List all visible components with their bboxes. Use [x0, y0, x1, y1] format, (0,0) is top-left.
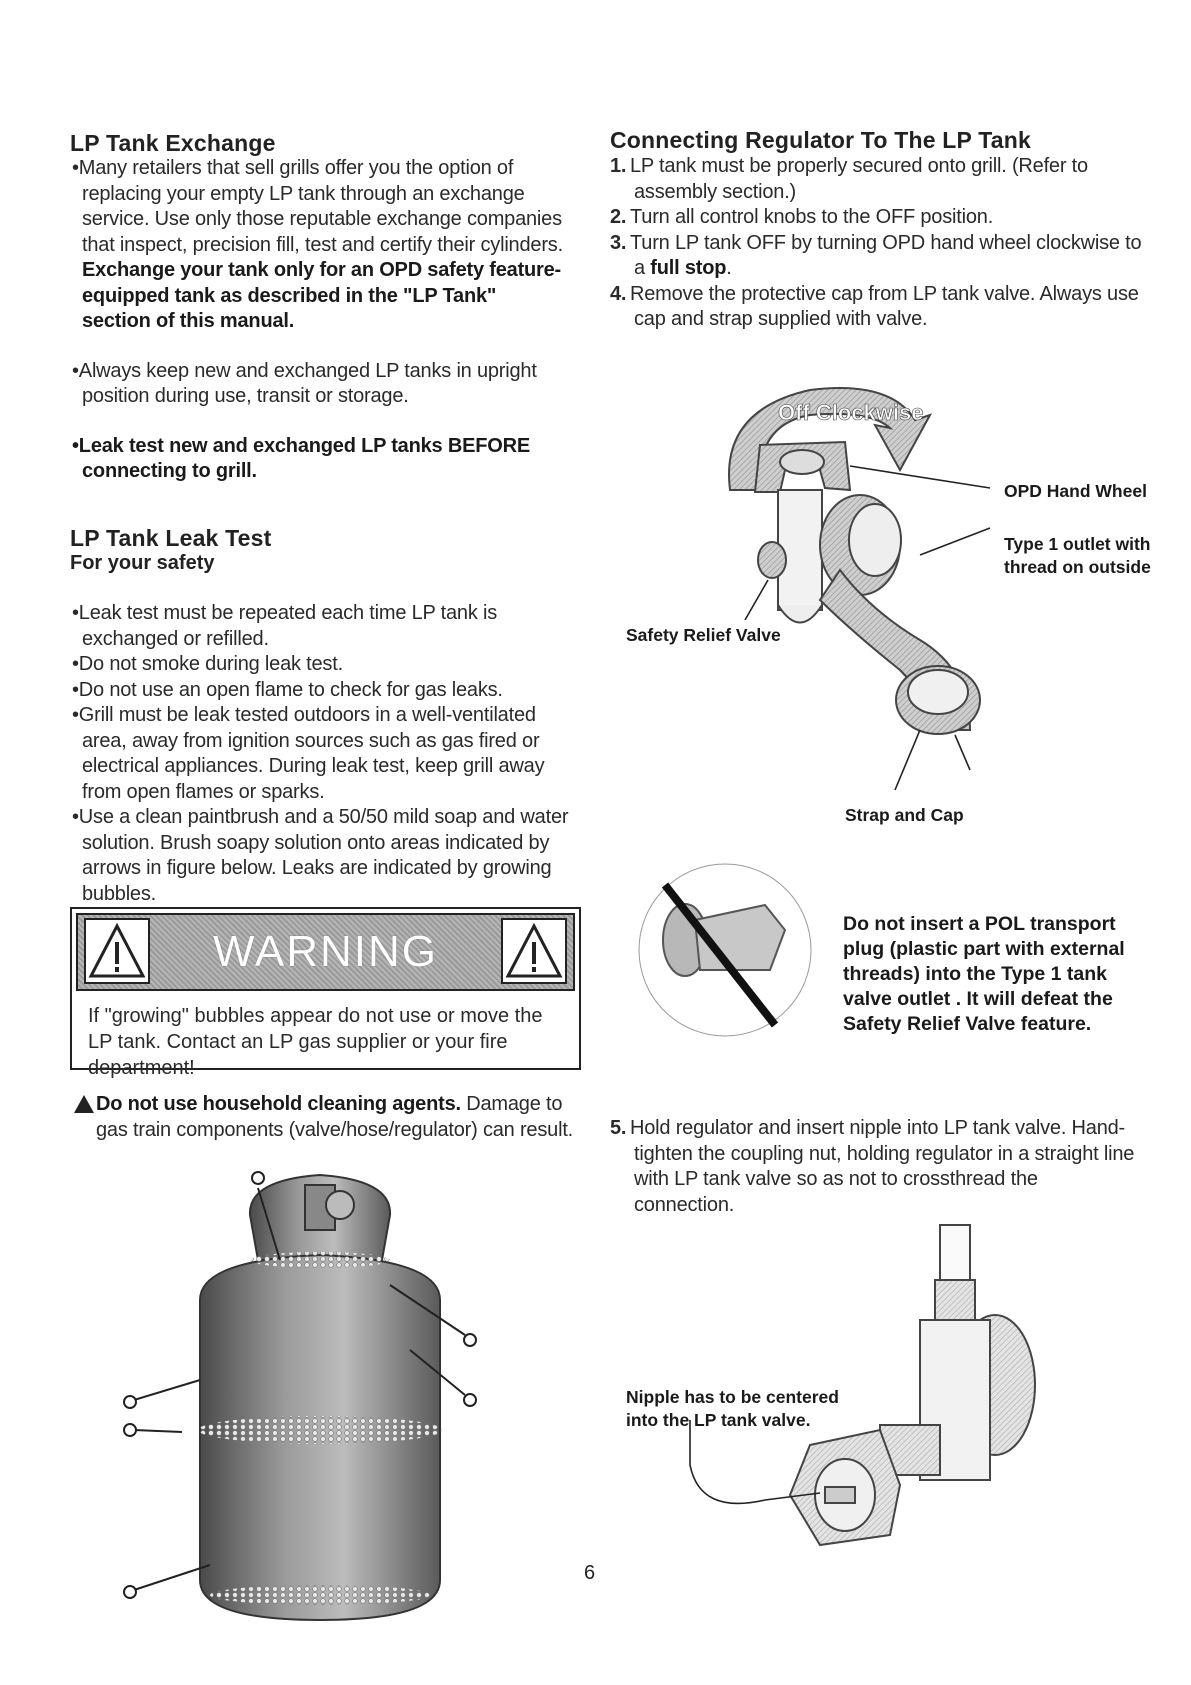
list-item: •Do not smoke during leak test.	[72, 653, 343, 675]
exchange-text: •Many retailers that sell grills offer you the option of replacing your empty LP tank through an exchange service. Use only those reputable exchange companies that inspect, precision fill, test and certify their cylinders.	[72, 157, 563, 256]
exchange-paragraph	[70, 156, 570, 335]
list-item: •Grill must be leak tested outdoors in a well-ventilated area, away from ignition sources such as gas fired or electrical appliances. During leak test, keep grill away from open flames or sparks.	[72, 704, 545, 803]
cleaning-text: Damage to gas train components (valve/hose/regulator) can result.	[96, 1093, 574, 1141]
warning-box	[70, 907, 581, 1079]
off-clockwise-text: Off Clockwise	[778, 400, 924, 425]
step-5	[610, 1116, 1140, 1218]
warning-triangle-icon	[84, 918, 150, 984]
warning-bar	[76, 913, 575, 991]
step-number: 5.	[610, 1117, 627, 1139]
pol-warning-text: Do not insert a POL transport plug (plastic part with external threads) into the Type 1 tank valve outlet . It will defeat the Safety Relief Valve feature.	[843, 913, 1125, 1035]
leak-test-before-paragraph: •Leak test new and exchanged LP tanks BEFORE connecting to grill.	[72, 434, 530, 482]
step-text: Turn LP tank OFF by turning OPD hand wheel clockwise to a	[630, 231, 1142, 279]
strap-and-cap-label: Strap and Cap	[845, 805, 964, 825]
cleaning-agents-note	[96, 1092, 576, 1143]
list-item: •Use a clean paintbrush and a 50/50 mild soap and water solution. Brush soapy solution onto areas indicated by arrows in figure below. Leaks are indicated by growing bubbles.	[72, 806, 569, 905]
lp-tank-leak-test-heading: LP Tank Leak Test	[70, 525, 272, 551]
upright-paragraph: •Always keep new and exchanged LP tanks in upright position during use, transit or storage.	[72, 359, 537, 407]
warning-word: WARNING	[212, 927, 439, 976]
step-1	[610, 154, 1150, 205]
exchange-section	[70, 156, 570, 485]
opd-hand-wheel-label: OPD Hand Wheel	[1004, 481, 1147, 501]
step-4	[610, 282, 1150, 333]
step-number: 3.	[610, 231, 627, 254]
step-text: Remove the protective cap from LP tank valve. Always use cap and strap supplied with valve.	[630, 282, 1139, 330]
tank-valve-illustration	[700, 370, 1080, 800]
step-text: LP tank must be properly secured onto grill. (Refer to assembly section.)	[630, 155, 1088, 203]
nipple-label-line2: into the LP tank valve.	[626, 1410, 811, 1430]
connection-steps	[610, 154, 1150, 333]
step-text: .	[726, 257, 732, 279]
type1-outlet-label-line1: Type 1 outlet with	[1004, 534, 1151, 554]
safety-relief-valve-label: Safety Relief Valve	[626, 625, 781, 645]
list-item: •Leak test must be repeated each time LP tank is exchanged or refilled.	[72, 602, 498, 650]
lp-tank-illustration	[120, 1160, 540, 1630]
small-warning-triangle-icon	[73, 1094, 95, 1114]
step-text: Hold regulator and insert nipple into LP tank valve. Hand-tighten the coupling nut, holding regulator in a straight line with LP tank valve so as not to crossthread the connection.	[630, 1117, 1135, 1216]
connecting-regulator-heading: Connecting Regulator To The LP Tank	[610, 127, 1032, 153]
warning-triangle-icon	[501, 918, 567, 984]
step-2	[610, 205, 1150, 231]
step-number: 2.	[610, 206, 627, 228]
cleaning-bold-text: Do not use household cleaning agents.	[96, 1093, 461, 1115]
list-item: •Do not use an open flame to check for gas leaks.	[72, 678, 503, 701]
step-number: 4.	[610, 282, 627, 305]
step-3	[610, 231, 1150, 282]
step-bold-text: full stop	[650, 257, 727, 279]
step-number: 1.	[610, 155, 627, 177]
step-text: Turn all control knobs to the OFF position.	[630, 206, 994, 228]
for-your-safety-subheading: For your safety	[70, 552, 215, 574]
lp-tank-exchange-heading: LP Tank Exchange	[70, 130, 276, 156]
leak-test-list	[70, 601, 580, 907]
warning-text: If "growing" bubbles appear do not use or move the LP tank. Contact an LP gas supplier or your fire department!	[88, 1005, 543, 1079]
type1-outlet-label-line2: thread on outside	[1004, 557, 1151, 577]
pol-plug-prohibited-illustration	[635, 860, 815, 1040]
nipple-label-line1: Nipple has to be centered	[626, 1387, 839, 1407]
page-number: 6	[584, 1562, 596, 1584]
exchange-bold-text: Exchange your tank only for an OPD safety feature-equipped tank as described in the "LP Tank" section of this manual.	[82, 259, 562, 332]
